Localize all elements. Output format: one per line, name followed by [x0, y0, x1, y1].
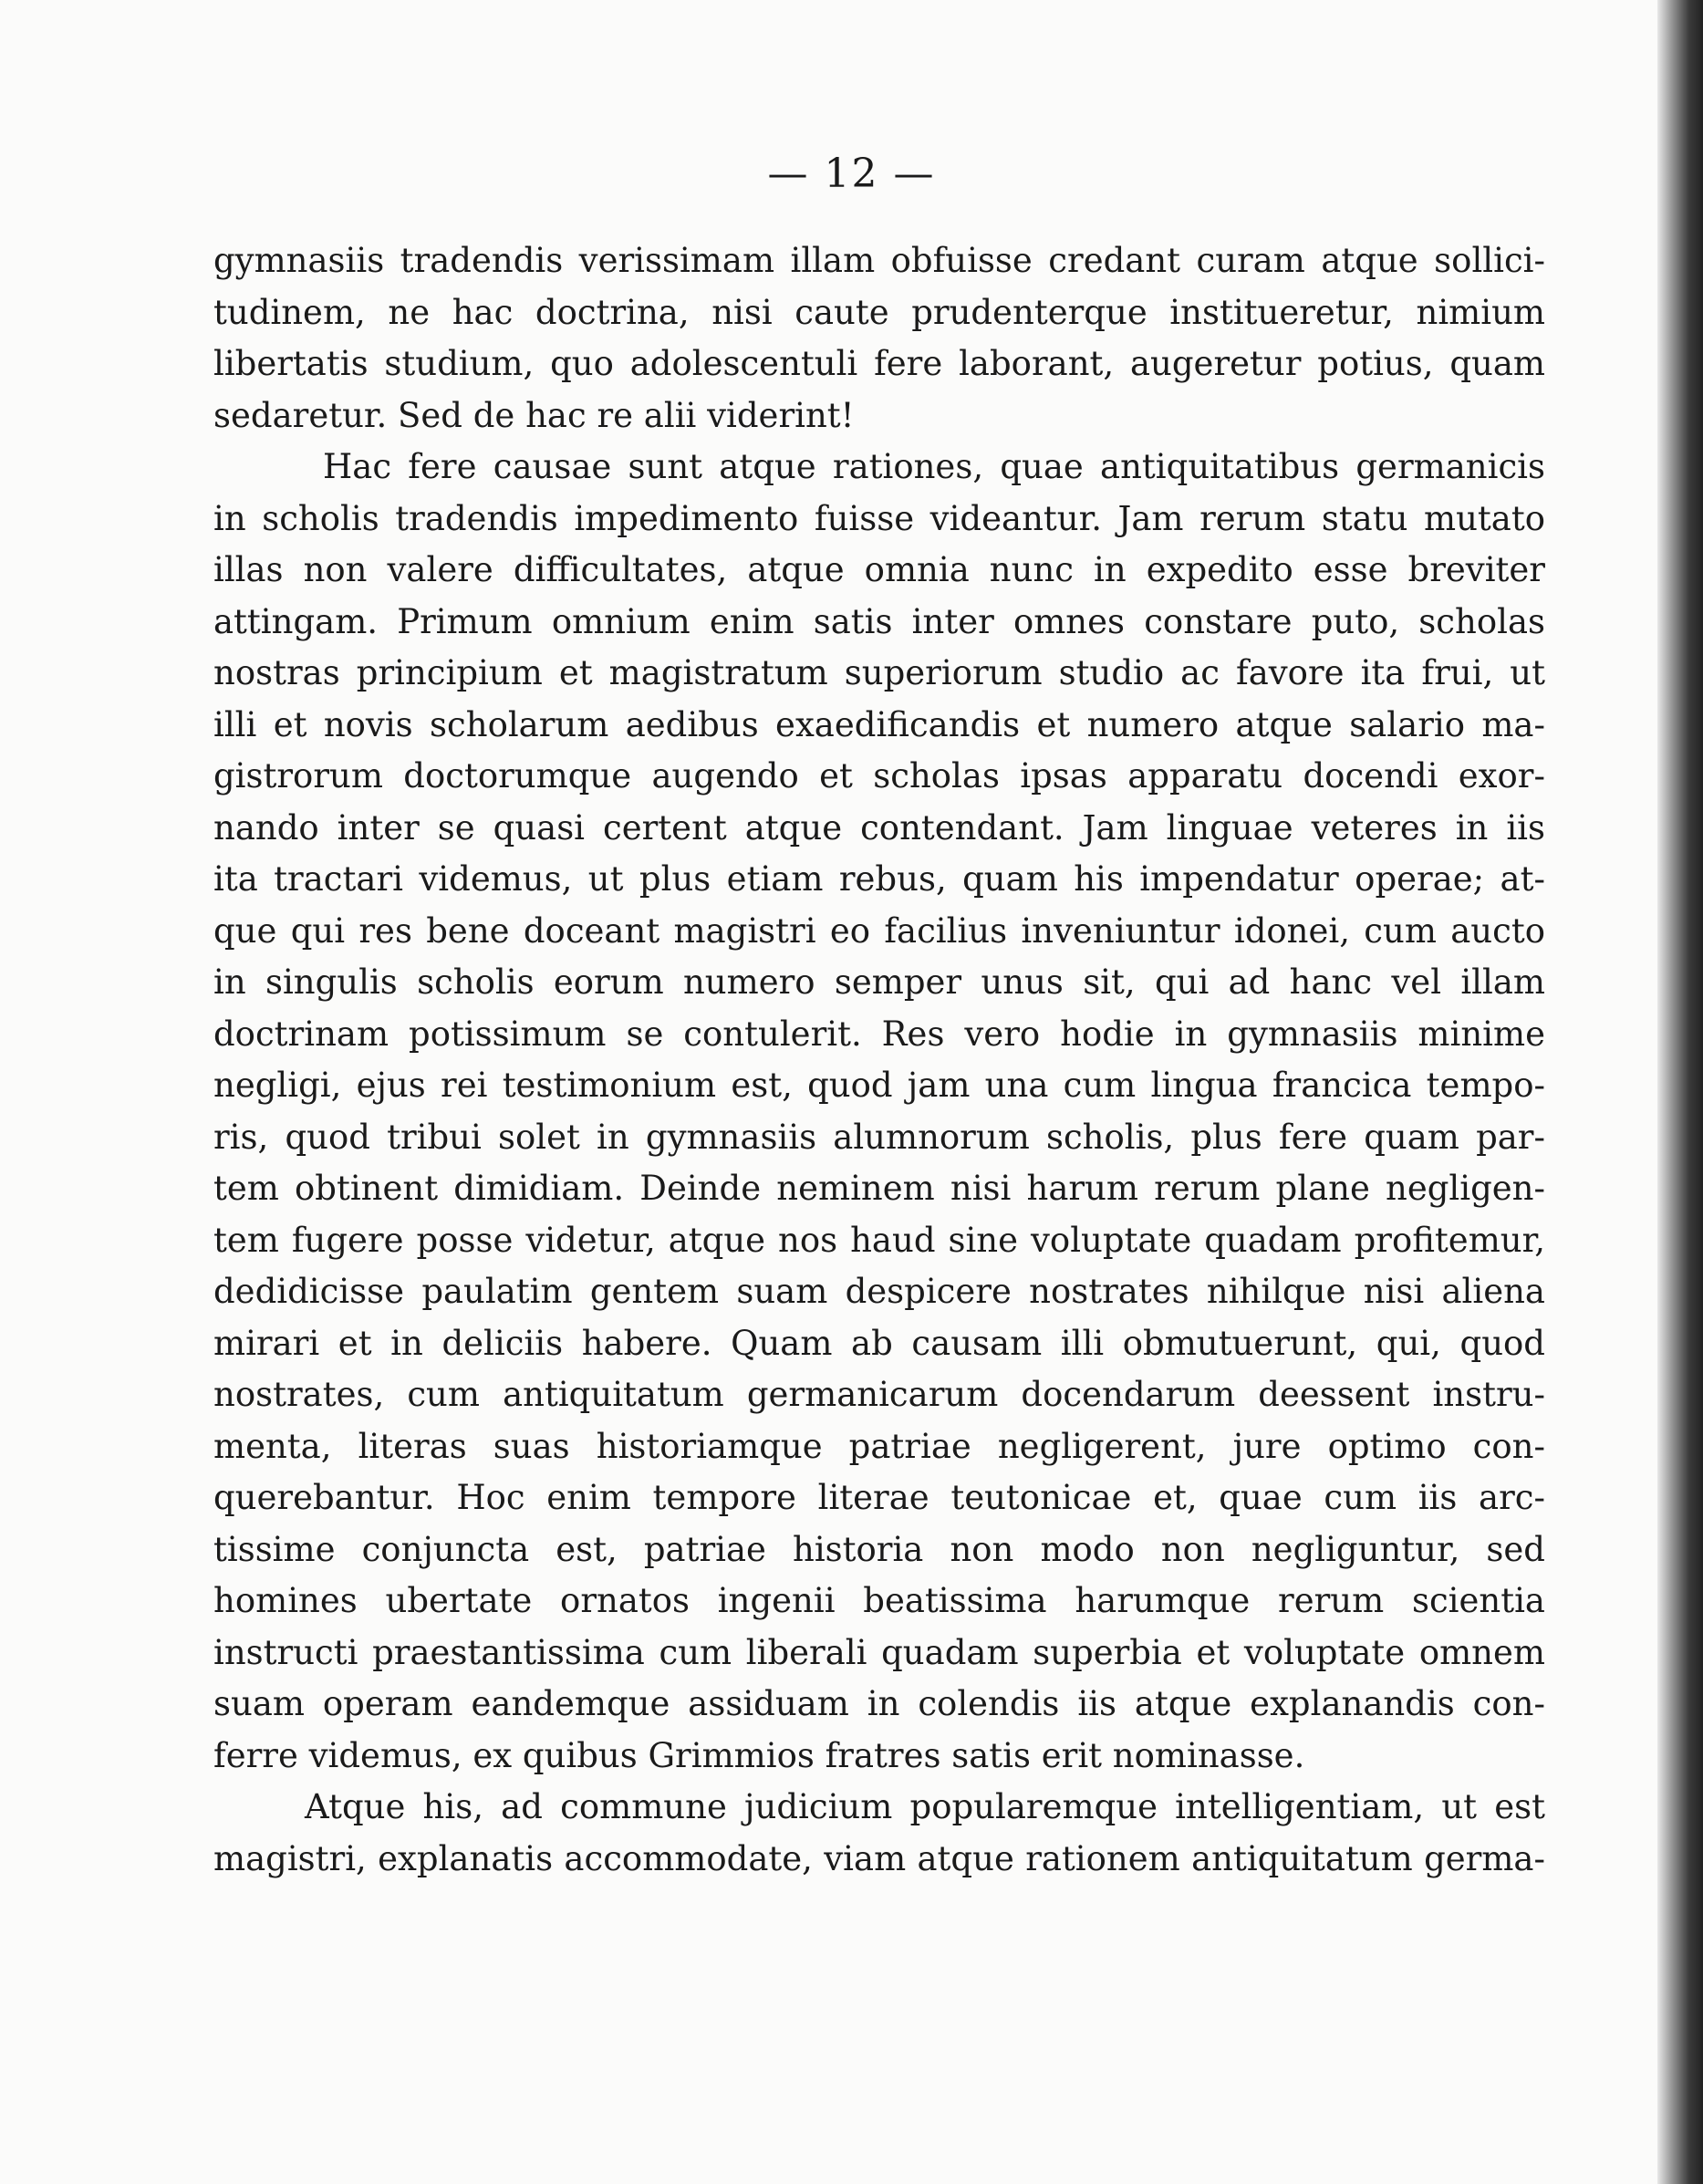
text-line	[213, 1782, 1545, 1834]
text-line-content: Atque his, ad commune judicium popularemque intelligentiam, ut est	[305, 1787, 1545, 1826]
text-line	[213, 1112, 1545, 1164]
text-line	[213, 494, 1545, 546]
text-line	[213, 1163, 1545, 1215]
text-line-content: in singulis scholis eorum numero semper unus sit, qui ad hanc vel illam	[213, 962, 1545, 1002]
text-line	[213, 700, 1545, 752]
text-line	[213, 1576, 1545, 1628]
text-line	[213, 1215, 1545, 1267]
text-line-content: magistri, explanatis accommodate, viam atque rationem antiquitatum germa-	[213, 1838, 1545, 1878]
text-line-content: attingam. Primum omnium enim satis inter omnes constare puto, scholas	[213, 601, 1545, 641]
text-line	[213, 235, 1545, 287]
text-line	[213, 1266, 1545, 1318]
text-line-content: nando inter se quasi certent atque contendant. Jam linguae veteres in iis	[213, 807, 1545, 848]
text-line	[213, 1369, 1545, 1421]
text-line-content: illi et novis scholarum aedibus exaedificandis et numero atque salario ma-	[213, 704, 1545, 744]
text-line	[213, 1421, 1545, 1473]
text-line	[213, 1318, 1545, 1370]
text-line	[213, 1524, 1545, 1576]
text-line	[213, 390, 1545, 442]
text-line-content: homines ubertate ornatos ingenii beatissima harumque rerum scientia	[213, 1581, 1545, 1620]
text-line	[213, 1731, 1545, 1783]
text-line	[213, 338, 1545, 390]
text-line-content: libertatis studium, quo adolescentuli fere laborant, augeretur potius, quam	[213, 344, 1545, 383]
text-line	[213, 1628, 1545, 1680]
text-line-content: instructi praestantissima cum liberali quadam superbia et voluptate omnem	[213, 1632, 1545, 1672]
text-line-content: querebantur. Hoc enim tempore literae teutonicae et, quae cum iis arc-	[213, 1478, 1545, 1517]
text-line-content: sedaretur. Sed de hac re alii viderint!	[213, 395, 855, 435]
text-line-content: gistrorum doctorumque augendo et scholas ipsas apparatu docendi exor-	[213, 756, 1545, 796]
text-line-content: tem fugere posse videtur, atque nos haud sine voluptate quadam profitemur,	[213, 1220, 1545, 1260]
text-line-content: nostras principium et magistratum superiorum studio ac favore ita frui, ut	[213, 653, 1545, 692]
page-binding-edge	[1657, 0, 1703, 2184]
body-text	[213, 235, 1545, 1885]
text-line	[213, 854, 1545, 906]
text-line-content: gymnasiis tradendis verissimam illam obfuisse credant curam atque sollici-	[213, 241, 1545, 280]
text-line	[213, 648, 1545, 700]
text-line	[213, 545, 1545, 597]
text-line-content: tudinem, ne hac doctrina, nisi caute prudenterque institueretur, nimium	[213, 292, 1545, 332]
text-line-content: negligi, ejus rei testimonium est, quod jam una cum lingua francica tempo-	[213, 1066, 1545, 1105]
text-line	[213, 1009, 1545, 1061]
text-line-content: menta, literas suas historiamque patriae negligerent, jure optimo con-	[213, 1426, 1545, 1466]
text-line-content: Hac fere causae sunt atque rationes, quae antiquitatibus germanicis	[323, 447, 1545, 486]
text-line-content: tissime conjuncta est, patriae historia non modo non negliguntur, sed	[213, 1529, 1545, 1569]
text-line	[213, 287, 1545, 339]
text-line-content: illas non valere difficultates, atque omnia nunc in expedito esse breviter	[213, 550, 1545, 589]
text-line	[213, 906, 1545, 958]
text-line-content: doctrinam potissimum se contulerit. Res vero hodie in gymnasiis minime	[213, 1014, 1545, 1054]
text-line	[213, 1060, 1545, 1112]
text-line-content: ferre videmus, ex quibus Grimmios fratres satis erit nominasse.	[213, 1735, 1305, 1775]
text-line-content: suam operam eandemque assiduam in colendis iis atque explanandis con-	[213, 1684, 1545, 1723]
text-line-content: dedidicisse paulatim gentem suam despicere nostrates nihilque nisi aliena	[213, 1272, 1545, 1311]
text-line	[213, 1834, 1545, 1886]
text-line-content: ita tractari videmus, ut plus etiam rebus, quam his impendatur operae; at-	[213, 859, 1545, 899]
text-line	[213, 957, 1545, 1009]
text-line-content: nostrates, cum antiquitatum germanicarum docendarum deessent instru-	[213, 1375, 1545, 1414]
text-line-content: ris, quod tribui solet in gymnasiis alumnorum scholis, plus fere quam par-	[213, 1117, 1545, 1157]
text-line	[213, 597, 1545, 649]
text-line	[213, 1679, 1545, 1731]
page-number: — 12 —	[767, 151, 936, 197]
text-line-content: que qui res bene doceant magistri eo facilius inveniuntur idonei, cum aucto	[213, 910, 1545, 951]
text-line-content: in scholis tradendis impedimento fuisse videantur. Jam rerum statu mutato	[213, 498, 1545, 538]
text-line	[213, 803, 1545, 855]
text-line	[213, 751, 1545, 803]
text-line	[213, 1472, 1545, 1524]
text-line	[213, 442, 1545, 494]
text-line-content: tem obtinent dimidiam. Deinde neminem nisi harum rerum plane negligen-	[213, 1169, 1545, 1208]
text-line-content: mirari et in deliciis habere. Quam ab causam illi obmutuerunt, qui, quod	[213, 1323, 1545, 1363]
